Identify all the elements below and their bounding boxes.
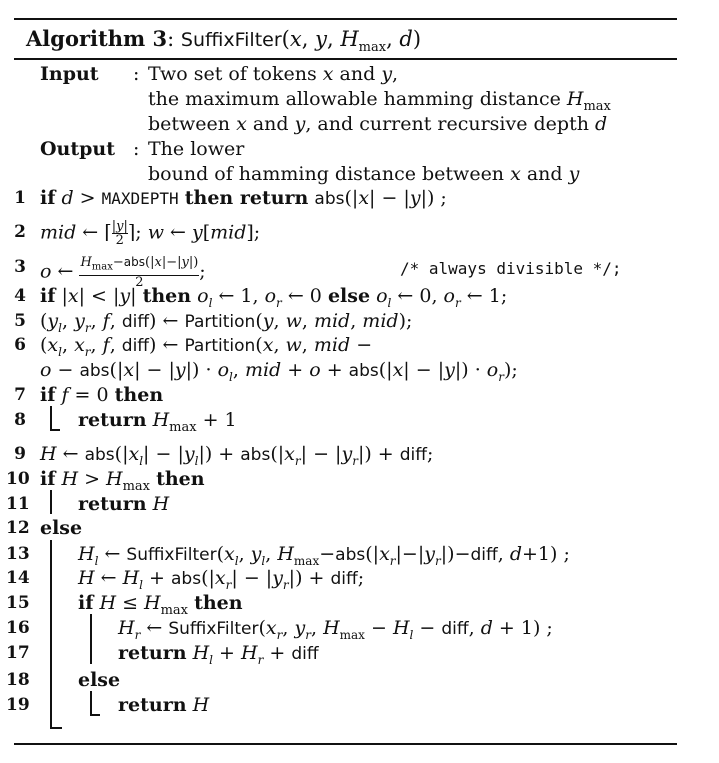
block-bar [50, 490, 52, 514]
line-number: 15 [6, 593, 30, 613]
algo-line-2: mid ← ⌈ $\frac{|y|}{2}$ ⌉; w ← y[mid]; [40, 219, 261, 248]
block-bar [90, 614, 92, 664]
algo-line-16: $H_r$ ← $SuffixFilter(x_r$, $y_r$, $H_{max} - H_l$ − diff, d + 1) ; [118, 617, 553, 642]
algo-line-1: if d > MAXDEPTH then return abs(|x| − |y|) ; [40, 187, 447, 209]
input-sep: : [133, 63, 140, 85]
line-number: 18 [6, 670, 30, 690]
line-number: 6 [14, 335, 26, 355]
algo-line-12: else [40, 517, 83, 539]
line-number: 14 [6, 568, 30, 588]
algo-line-6: ($x_l$, $x_r$, f, diff) ← Partition(x, w, mid − [40, 334, 373, 359]
line-number: 16 [6, 618, 30, 638]
algo-line-4: if |x| < |y| then $o_l$ ← 1, $o_r$ ← 0 else $o_l$ ← 0, $o_r$ ← 1; [40, 285, 508, 310]
line-number: 5 [14, 311, 26, 331]
input-label: Input [40, 63, 99, 85]
output-line-2: bound of hamming distance between x and y [148, 163, 580, 185]
algo-line-17: return $H_l + H_r$ + diff [118, 642, 319, 667]
top-rule [14, 18, 677, 20]
caption-sep: : [167, 27, 175, 51]
algo-line-19: return H [118, 694, 210, 716]
algo-line-6-cont: $o - abs(|x| - |y|) \cdot o_l$, mid + $o + abs(|x| - |y|) \cdot o_r$); [40, 359, 518, 384]
bottom-rule [14, 743, 677, 745]
output-label: Output [40, 138, 116, 160]
block-bar [50, 540, 52, 728]
block-bar [90, 691, 92, 715]
line-number: 2 [14, 222, 26, 242]
line-number: 9 [14, 444, 26, 464]
algo-line-18: else [78, 669, 121, 691]
algo-line-8: return $H_{max} + 1$ [78, 409, 237, 435]
block-end [50, 727, 62, 729]
caption-label: Algorithm 3 [26, 26, 168, 51]
algo-line-9: H ← $abs(|x_l| - |y_l|) + abs(|x_r| - |y_r|)$ + diff; [40, 443, 434, 468]
algorithm-caption: Algorithm 3: SuffixFilter(x, y, $H_{max}$, d) [26, 26, 422, 56]
algo-line-7: if f = 0 then [40, 384, 164, 406]
block-end [90, 714, 100, 716]
algo-line-14: H ← $H_l + abs(|x_r| - |y_r|)$ + diff; [78, 567, 365, 592]
input-line-2: the maximum allowable hamming distance $H_{max}$ [148, 88, 611, 114]
algo-line-13: $H_l$ ← $SuffixFilter(x_l$, $y_l$, $H_{max}-abs(|x_r|-|y_r|)-diff$, d+1) ; [78, 543, 570, 568]
line-number: 10 [6, 469, 30, 489]
block-end [50, 429, 60, 431]
line-number: 13 [6, 544, 30, 564]
line-number: 12 [6, 518, 30, 538]
algo-line-15: if $H \le H_{max}$ then [78, 592, 243, 618]
line-number: 7 [14, 385, 26, 405]
input-line-3: between x and y, and current recursive depth d [148, 113, 608, 135]
output-line-1: The lower [148, 138, 245, 160]
line-number: 1 [14, 188, 26, 208]
block-bar [50, 406, 52, 430]
line-number: 4 [14, 286, 26, 306]
line-number: 8 [14, 410, 26, 430]
input-line-1: Two set of tokens x and y, [148, 63, 399, 85]
line-number: 19 [6, 695, 30, 715]
output-sep: : [133, 138, 140, 160]
line-number: 11 [6, 494, 30, 514]
line-number: 17 [6, 643, 30, 663]
algo-line-11: return H [78, 493, 170, 515]
algo-line-3: o ← $H_{max}-abs(|x|-|y|)$ 2 ; [40, 255, 206, 290]
line-number: 3 [14, 257, 26, 277]
algo-line-10: if $H > H_{max}$ then [40, 468, 205, 494]
algo-line-5: ($y_l$, $y_r$, f, diff) ← Partition(y, w, mid, mid); [40, 310, 413, 335]
algo-comment-3: /* always divisible */; [400, 259, 622, 278]
